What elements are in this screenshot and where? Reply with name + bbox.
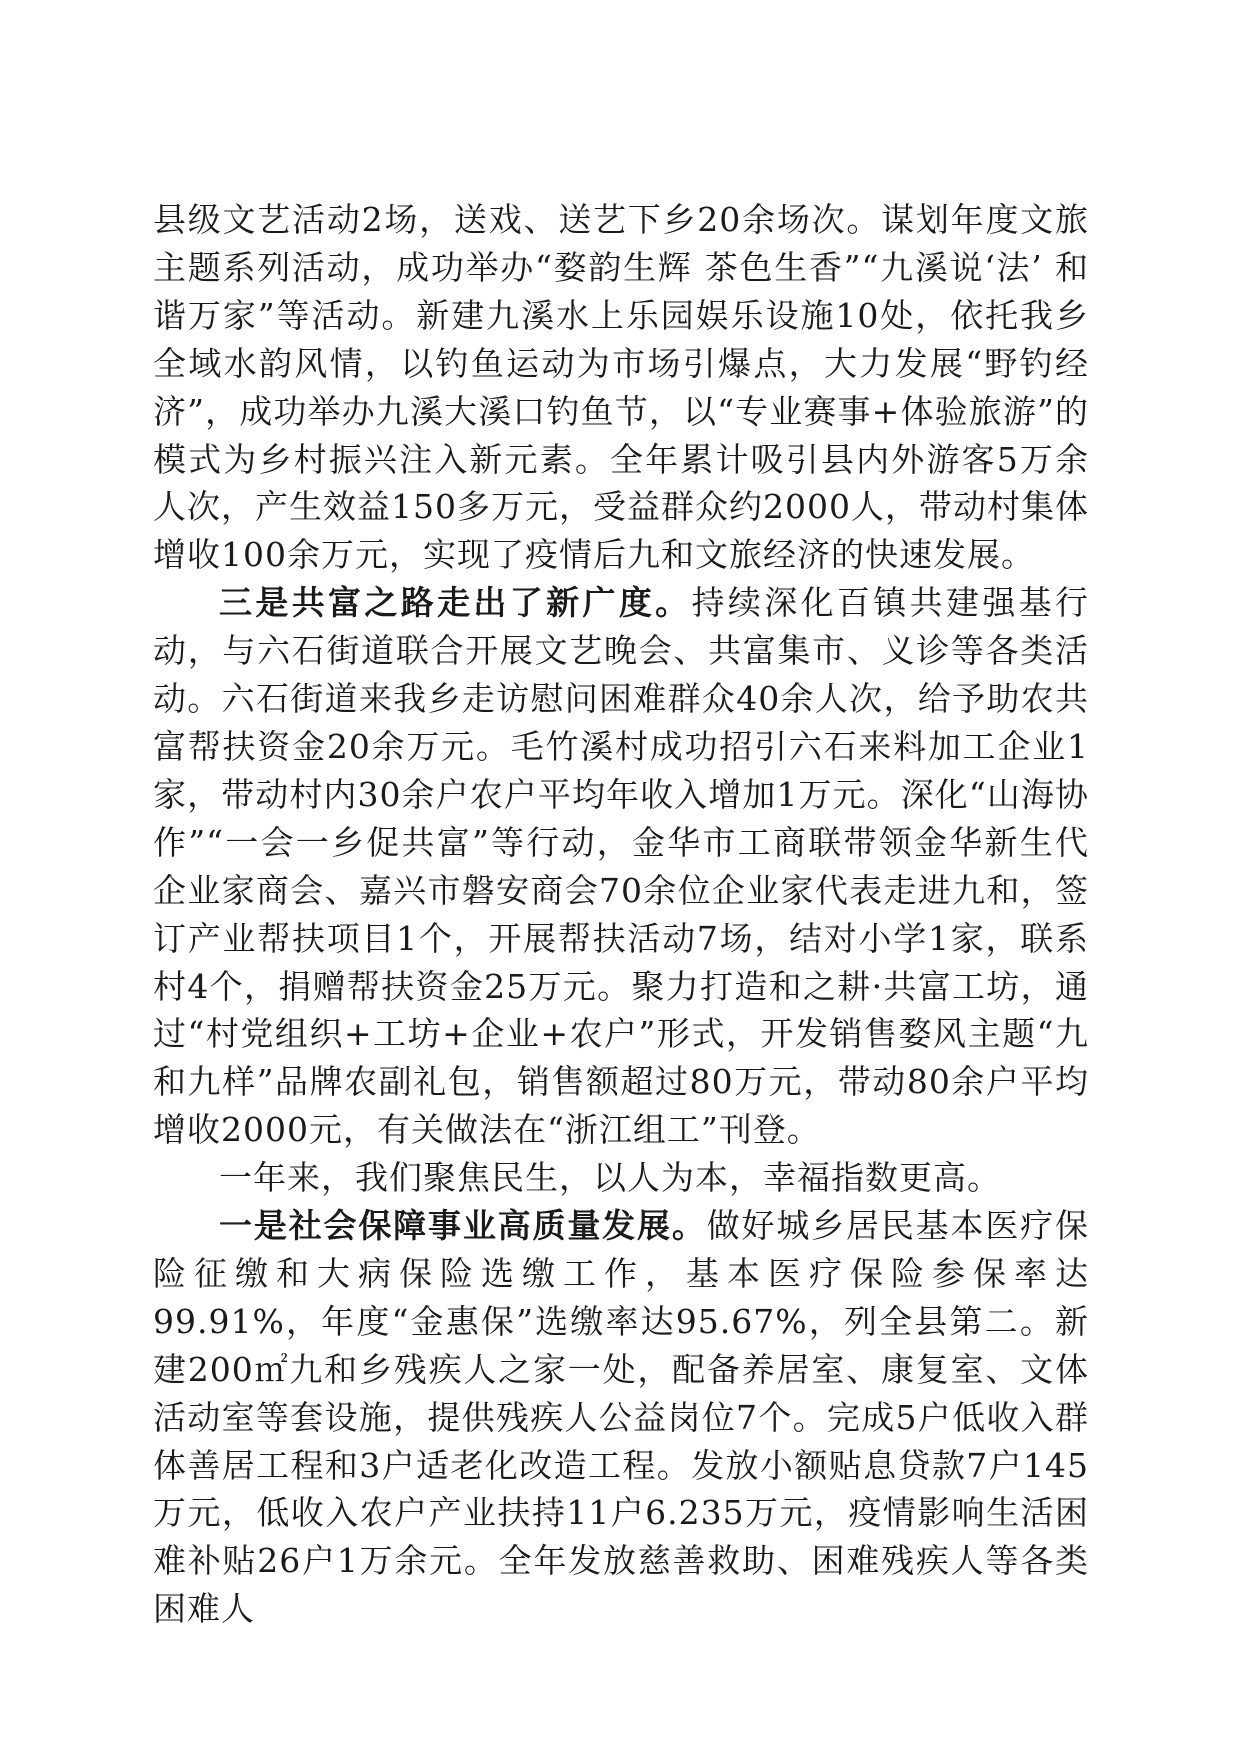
paragraph-lead-heading: 一是社会保障事业高质量发展。	[219, 1206, 707, 1246]
paragraph-text: 持续深化百镇共建强基行动，与六石街道联合开展文艺晚会、共富集市、义诊等各类活动。六石街道来我乡走访慰问困难群众40余人次，给予助农共富帮扶资金20余万元。毛竹溪村成功招引六石来料加工企业1家，带动村内30余户农户平均年收入增加1万元。深化“山海协作”“一会一乡促共富”等行动，金华市工商联带领金华新生代企业家商会、嘉兴市磐安商会70余位企业家代表走进九和，签订产业帮扶项目1个，开展帮扶活动7场，结对小学1家，联系村4个，捐赠帮扶资金25万元。聚力打造和之耕·共富工坊，通过“村党组织+工坊+企业+农户”形式，开发销售婺风主题“九和九样”品牌农副礼包，销售额超过80万元，带动80余户平均增收2000元，有关做法在“浙江组工”刊登。	[153, 583, 1090, 1150]
paragraph-common-prosperity	[153, 579, 1089, 1154]
document-page	[153, 196, 1089, 1633]
paragraph-livelihood-summary	[153, 1154, 1089, 1202]
paragraph-text: 一年来，我们聚焦民生，以人为本，幸福指数更高。	[219, 1158, 1001, 1198]
paragraph-text: 做好城乡居民基本医疗保险征缴和大病保险选缴工作，基本医疗保险参保率达99.91%，年度“金惠保”选缴率达95.67%，列全县第二。新建200㎡九和乡残疾人之家一处，配备养居室、康复室、文体活动室等套设施，提供残疾人公益岗位7个。完成5户低收入群体善居工程和3户适老化改造工程。发放小额贴息贷款7户145万元，低收入农户产业扶持11户6.235万元，疫情影响生活困难补贴26户1万余元。全年发放慈善救助、困难残疾人等各类困难人	[153, 1206, 1090, 1629]
paragraph-social-security	[153, 1202, 1089, 1633]
paragraph-lead-heading: 三是共富之路走出了新广度。	[219, 583, 692, 623]
paragraph-culture-tourism	[153, 196, 1089, 579]
paragraph-text: 县级文艺活动2场，送戏、送艺下乡20余场次。谋划年度文旅主题系列活动，成功举办“婺韵生辉 茶色生香”“九溪说‘法’ 和谐万家”等活动。新建九溪水上乐园娱乐设施10处，依托我乡全域水韵风情，以钓鱼运动为市场引爆点，大力发展“野钓经济”，成功举办九溪大溪口钓鱼节，以“专业赛事+体验旅游”的模式为乡村振兴注入新元素。全年累计吸引县内外游客5万余人次，产生效益150多万元，受益群众约2000人，带动村集体增收100余万元，实现了疫情后九和文旅经济的快速发展。	[153, 200, 1089, 575]
